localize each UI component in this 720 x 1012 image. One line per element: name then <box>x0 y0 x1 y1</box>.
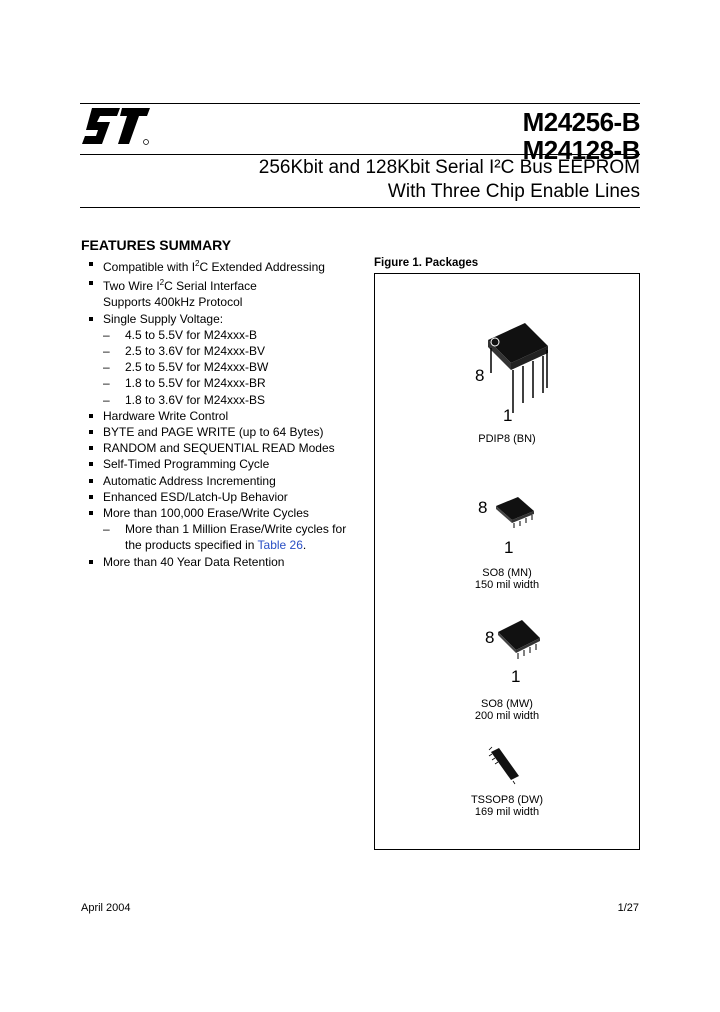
list-item: Two Wire $I^2C$ Serial Interface <box>84 275 346 294</box>
list-item: the products specified in Table 26. <box>125 538 307 553</box>
tssop8-package-icon <box>487 746 521 786</box>
package-width: 169 mil width <box>474 806 540 818</box>
package-width: 200 mil width <box>474 710 540 722</box>
pin-1-label: 1 <box>511 667 521 686</box>
list-item: – 4.5 to 5.5V for M24xxx-B <box>84 327 346 343</box>
list-item: More than 40 Year Data Retention <box>84 554 346 570</box>
pin-8-label: 8 <box>475 366 485 385</box>
so8-mn-package-icon <box>494 496 536 528</box>
packages-figure <box>374 273 640 850</box>
part-number-2: M24128-B <box>522 135 640 165</box>
list-item: BYTE and PAGE WRITE (up to 64 Bytes) <box>84 424 346 440</box>
pin-8-label: 8 <box>485 628 495 647</box>
features-list <box>84 256 346 570</box>
st-logo <box>82 108 154 148</box>
list-item: Compatible with $I^2C$ Extended Addressing <box>84 256 346 275</box>
divider <box>80 207 640 208</box>
list-item: RANDOM and SEQUENTIAL READ Modes <box>84 440 346 456</box>
divider <box>80 154 640 155</box>
list-item: Automatic Address Incrementing <box>84 473 346 489</box>
list-item: – 2.5 to 5.5V for M24xxx-BW <box>84 359 346 375</box>
package-name: PDIP8 (BN) <box>478 433 536 445</box>
list-item: Hardware Write Control <box>84 408 346 424</box>
list-item: Self-Timed Programming Cycle <box>84 456 346 472</box>
list-item: Supports 400kHz Protocol <box>103 295 243 310</box>
figure-title: Figure 1. Packages <box>374 257 479 269</box>
list-item: More than 100,000 Erase/Write Cycles <box>84 505 346 521</box>
features-heading: FEATURES SUMMARY <box>81 237 232 253</box>
package-name: TSSOP8 (DW) <box>470 794 544 806</box>
footer-date: April 2004 <box>81 902 131 914</box>
package-name: SO8 (MN) <box>482 567 532 579</box>
pdip8-package-icon <box>483 318 553 413</box>
subtitle-1: 256Kbit and 128Kbit Serial I²C Bus EEPROM <box>258 157 640 178</box>
list-item: – More than 1 Million Erase/Write cycles for <box>84 521 346 537</box>
page-number: 1/27 <box>617 902 639 914</box>
so8-mw-package-icon <box>496 618 542 660</box>
divider <box>80 103 640 104</box>
package-name: SO8 (MW) <box>481 698 533 710</box>
list-item: – 2.5 to 3.6V for M24xxx-BV <box>84 343 346 359</box>
list-item: Enhanced ESD/Latch-Up Behavior <box>84 489 346 505</box>
pin-8-label: 8 <box>478 498 488 517</box>
list-item: – 1.8 to 3.6V for M24xxx-BS <box>84 392 346 408</box>
pin-1-label: 1 <box>503 406 513 425</box>
package-width: 150 mil width <box>474 579 540 591</box>
part-number-1: M24256-B <box>522 107 640 137</box>
table-26-link[interactable]: Table 26 <box>257 538 303 553</box>
list-item: Single Supply Voltage: <box>84 311 346 327</box>
subtitle-2: With Three Chip Enable Lines <box>387 181 640 202</box>
list-item: – 1.8 to 5.5V for M24xxx-BR <box>84 375 346 391</box>
pin-1-label: 1 <box>504 538 514 557</box>
